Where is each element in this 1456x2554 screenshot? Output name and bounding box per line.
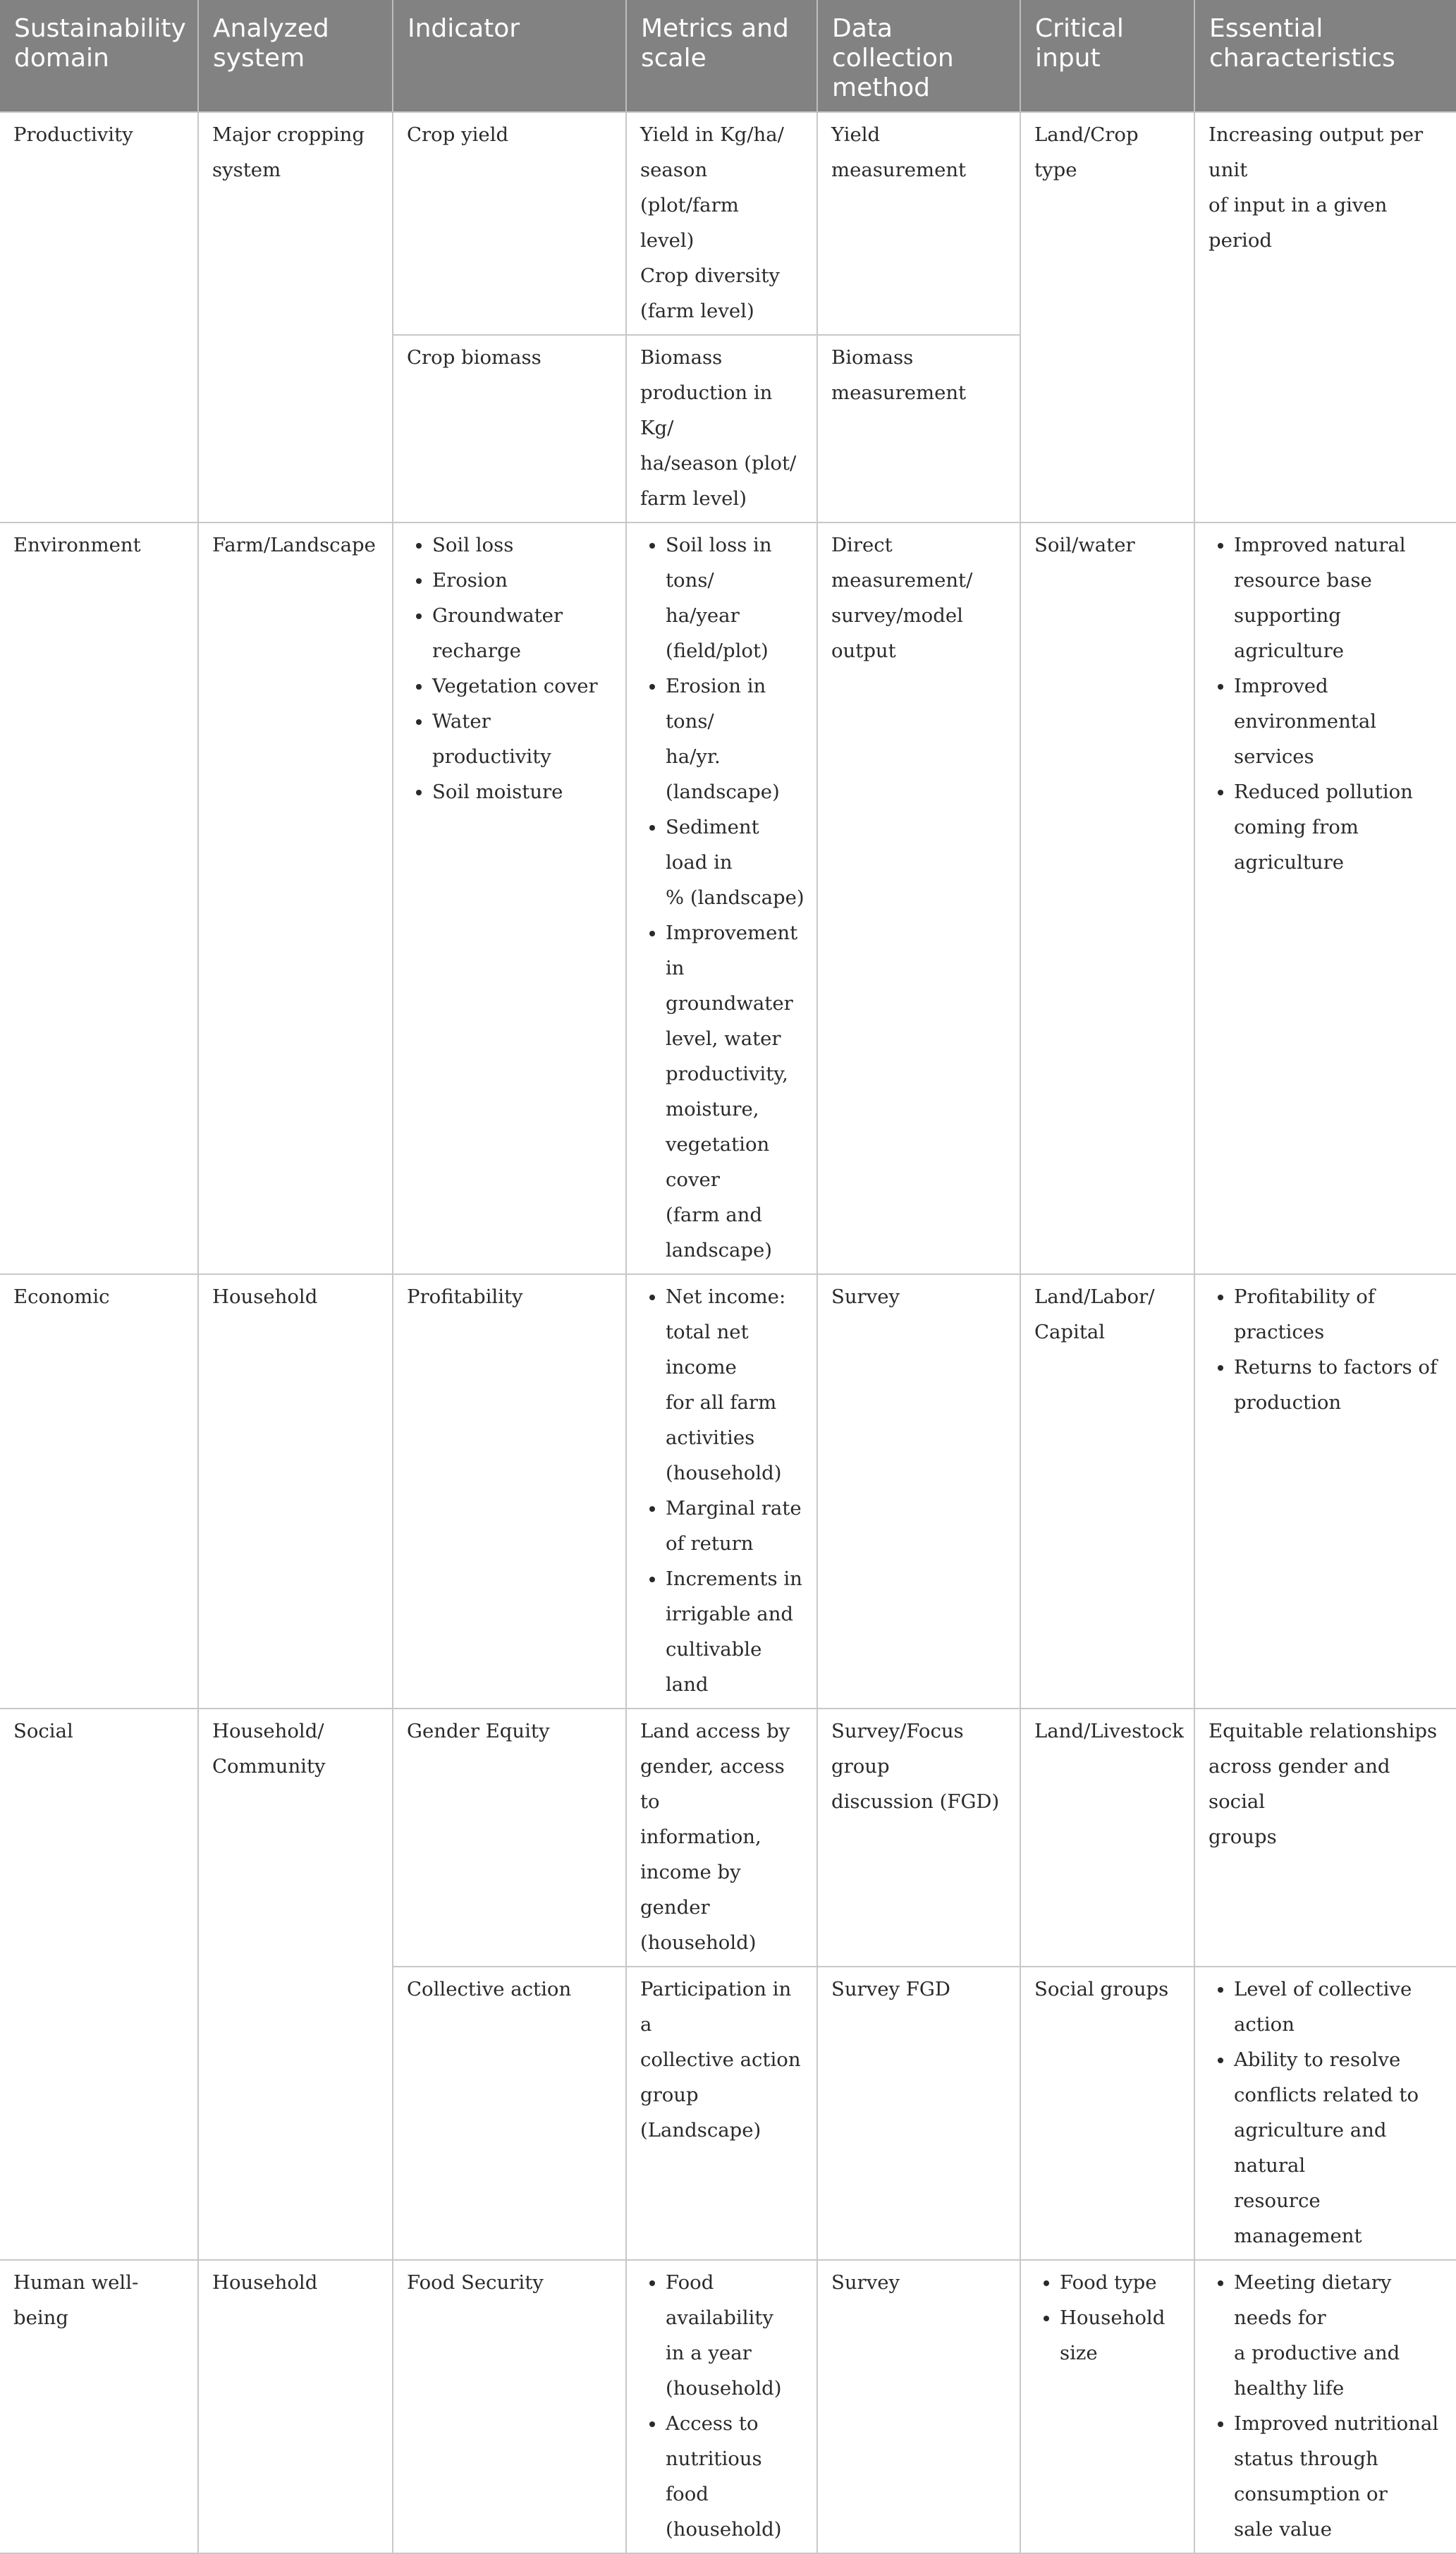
header-row [0, 0, 1456, 112]
list-item: • Food availability in a year (household) [666, 2265, 805, 2406]
list-item: • Erosion [432, 563, 614, 598]
indicator-cell: Collective action [393, 1967, 626, 2260]
list-item: • Soil loss [432, 527, 614, 563]
critical-input-cell: Land/Livestock [1020, 1709, 1194, 1967]
header-critical-input: Critical input [1020, 0, 1194, 112]
characteristics-cell [1194, 523, 1456, 1274]
domain-cell: Human well-being [0, 2260, 198, 2553]
domain-cell: Environment [0, 523, 198, 1274]
system-cell: Major cropping system [198, 112, 393, 523]
system-cell: Household [198, 2260, 393, 2553]
list-item: • Improvement in groundwater level, water productivity, moisture, vegetation cover (farm and landscape) [666, 915, 805, 1268]
method-cell: Survey/Focus group discussion (FGD) [817, 1709, 1020, 1967]
critical-input-cell [1020, 2260, 1194, 2553]
characteristics-cell: Equitable relationships across gender and social groups [1194, 1709, 1456, 1967]
indicator-cell: Gender Equity [393, 1709, 626, 1967]
list-item: • Access to nutritious food (household) [666, 2406, 805, 2547]
list-item: • Improved natural resource base supporting agriculture [1234, 527, 1445, 668]
header-analyzed-system: Analyzed system [198, 0, 393, 112]
metrics-cell: Biomass production in Kg/ ha/season (plot/ farm level) [626, 335, 817, 523]
metrics-cell: Participation in a collective action group (Landscape) [626, 1967, 817, 2260]
header-essential-characteristics: Essential characteristics [1194, 0, 1456, 112]
list-item: • Meeting dietary needs for a productive and healthy life [1234, 2265, 1445, 2406]
indicator-cell: Profitability [393, 1274, 626, 1709]
list-item: • Groundwater recharge [432, 598, 614, 668]
critical-input-cell: Land/Crop type [1020, 112, 1194, 523]
list-item: • Marginal rate of return [666, 1491, 805, 1561]
indicator-cell: Crop biomass [393, 335, 626, 523]
list-item: • Level of collective action [1234, 1972, 1445, 2042]
table-row-economic [0, 1274, 1456, 1709]
metrics-cell [626, 2260, 817, 2553]
header-metrics-and-scale: Metrics and scale [626, 0, 817, 112]
indicator-cell: Crop yield [393, 112, 626, 335]
domain-cell: Economic [0, 1274, 198, 1709]
domain-cell: Social [0, 1709, 198, 2260]
indicator-cell: Food Security [393, 2260, 626, 2553]
list-item: • Ability to resolve conflicts related to agriculture and natural resource management [1234, 2042, 1445, 2254]
list-item: • Increments in irrigable and cultivable land [666, 1561, 805, 1702]
header-data-collection-method: Data collection method [817, 0, 1020, 112]
list-item: • Erosion in tons/ ha/yr. (landscape) [666, 668, 805, 809]
metrics-cell: Land access by gender, access to information, income by gender (household) [626, 1709, 817, 1967]
table-row-social-gender [0, 1709, 1456, 1967]
list-item: • Improved environmental services [1234, 668, 1445, 774]
characteristics-cell [1194, 1274, 1456, 1709]
method-cell: Direct measurement/ survey/model output [817, 523, 1020, 1274]
list-item: • Profitability of practices [1234, 1279, 1445, 1350]
system-cell: Farm/Landscape [198, 523, 393, 1274]
list-item: • Soil loss in tons/ ha/year (field/plot) [666, 527, 805, 668]
characteristics-cell [1194, 2260, 1456, 2553]
method-cell: Biomass measurement [817, 335, 1020, 523]
characteristics-cell [1194, 1967, 1456, 2260]
method-cell: Survey [817, 2260, 1020, 2553]
table-row-productivity-yield [0, 112, 1456, 335]
header-sustainability-domain: Sustainability domain [0, 0, 198, 112]
method-cell: Yield measurement [817, 112, 1020, 335]
critical-input-cell: Land/Labor/ Capital [1020, 1274, 1194, 1709]
system-cell: Household [198, 1274, 393, 1709]
list-item: • Water productivity [432, 704, 614, 774]
table-row-environment [0, 523, 1456, 1274]
metrics-cell [626, 1274, 817, 1709]
list-item: • Returns to factors of production [1234, 1350, 1445, 1420]
critical-input-cell: Social groups [1020, 1967, 1194, 2260]
method-cell: Survey [817, 1274, 1020, 1709]
list-item: • Reduced pollution coming from agriculture [1234, 774, 1445, 880]
method-cell: Survey FGD [817, 1967, 1020, 2260]
list-item: • Soil moisture [432, 774, 614, 809]
list-item: • Improved nutritional status through consumption or sale value [1234, 2406, 1445, 2547]
table-row-human-well-being [0, 2260, 1456, 2553]
list-item: • Household size [1060, 2300, 1182, 2371]
characteristics-cell: Increasing output per unit of input in a given period [1194, 112, 1456, 523]
list-item: • Vegetation cover [432, 668, 614, 704]
domain-cell: Productivity [0, 112, 198, 523]
metrics-cell: Yield in Kg/ha/ season (plot/farm level) Crop diversity (farm level) [626, 112, 817, 335]
metrics-cell [626, 523, 817, 1274]
list-item: • Sediment load in % (landscape) [666, 809, 805, 915]
header-indicator: Indicator [393, 0, 626, 112]
list-item: • Net income: total net income for all farm activities (household) [666, 1279, 805, 1491]
critical-input-cell: Soil/water [1020, 523, 1194, 1274]
system-cell: Household/ Community [198, 1709, 393, 2260]
indicator-cell [393, 523, 626, 1274]
list-item: • Food type [1060, 2265, 1182, 2300]
